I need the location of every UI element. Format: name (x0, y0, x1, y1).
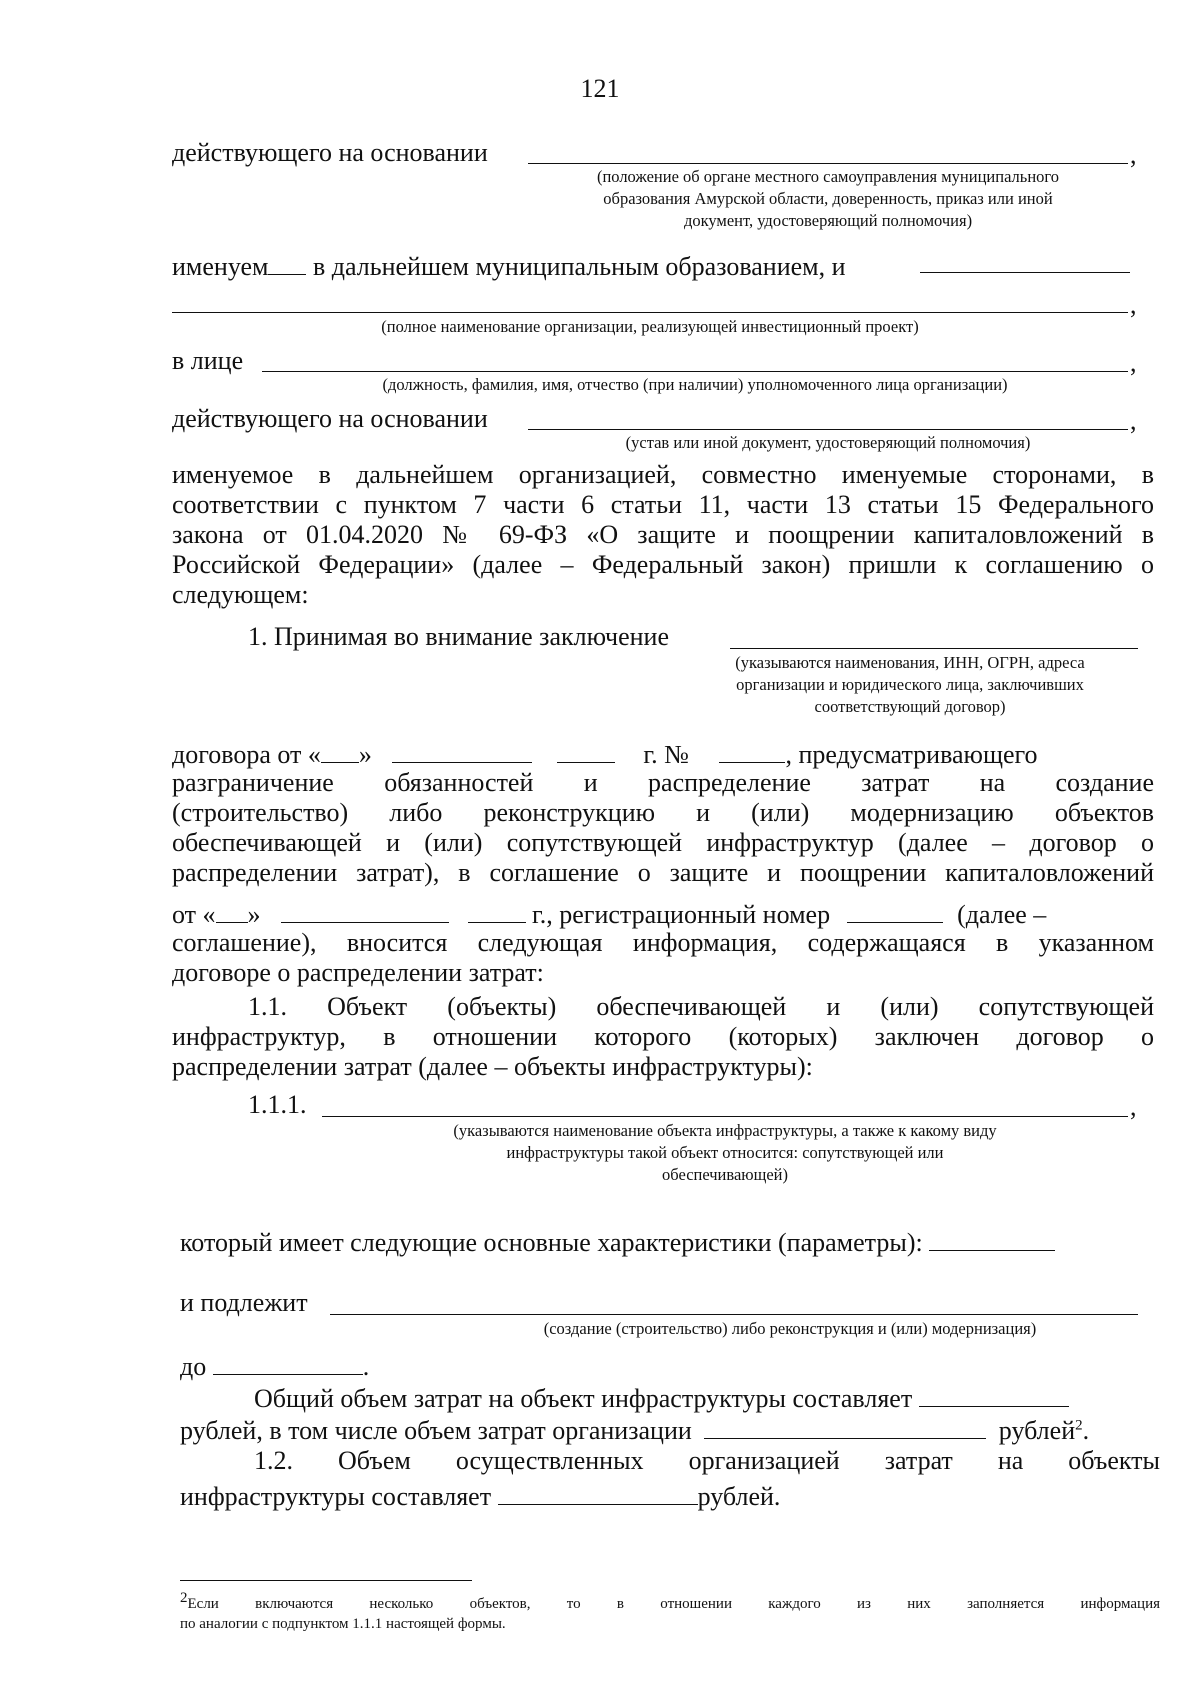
agreement-paragraph: именуемое в дальнейшем организацией, совместно именуемые сторонами, в соответствии с пунктом 7 части 6 статьи 11, части 13 статьи 15 Федерального закона от 01.04.2020 № 69-ФЗ «О защите и поощрении капиталовложений в Российской Федерации» (далее – Федеральный закон) пришли к соглашению о следующем: (172, 460, 1154, 609)
fill-line-representative (262, 371, 1128, 372)
deadline-line: до . (180, 1348, 369, 1382)
comma: , (1130, 290, 1137, 319)
item-1-1-1-label: 1.1.1. (248, 1090, 307, 1119)
comma: , (1130, 1092, 1137, 1121)
agreement-date-line: от « » г., регистрационный номер (далее – (172, 896, 1154, 930)
named-line: именуем в дальнейшем муниципальным образованием, и (172, 248, 846, 282)
total-costs-line: Общий объем затрат на объект инфраструктуры составляет (254, 1380, 1069, 1414)
comma: , (1130, 406, 1137, 435)
basis-label-2: действующего на основании (172, 404, 488, 433)
fill-line-org-name (172, 312, 1128, 313)
represented-by-label: в лице (172, 346, 244, 375)
contract-date-line: договора от « » г. № , предусматривающего (172, 736, 1154, 770)
comma: , (1130, 140, 1137, 169)
item-1-1: 1.1. Объект (объекты) обеспечивающей и (или) сопутствующей инфраструктур, в отношении которого (которых) заключен договор о распределении затрат (далее – объекты инфраструктуры): (172, 992, 1154, 1081)
caption-basis-1: (положение об органе местного самоуправления муниципального образования Амурской области, доверенность, приказ или иной документ, удостоверяющий полномочия) (596, 167, 1060, 230)
page-number: 121 (580, 74, 620, 103)
footnote: $^2$Если включаются несколько объектов, то в отношении каждого из них заполняется информация по аналогии с подпунктом 1.1.1 настоящей формы. (180, 1590, 1160, 1632)
fill-line-basis-2 (528, 429, 1128, 430)
caption-conclusion: (указываются наименования, ИНН, ОГРН, адреса организации и юридического лица, заключивших соответствующий договор) (735, 653, 1085, 716)
fill-line-conclusion (730, 648, 1138, 649)
org-costs-line: рублей, в том числе объем затрат организации рублей$^2$. (180, 1412, 1160, 1446)
info-paragraph: соглашение), вносится следующая информация, содержащаяся в указанном договоре о распределении затрат: (172, 928, 1154, 987)
fill-line-object (322, 1116, 1128, 1117)
caption-basis-2: (устав или иной документ, удостоверяющий полномочия) (625, 433, 1031, 452)
footnote-separator (180, 1580, 472, 1581)
fill-line-work-type (330, 1314, 1138, 1315)
realized-costs-line: инфраструктуры составляет рублей. (180, 1478, 780, 1512)
fill-line-party (920, 272, 1130, 273)
item-1-label: 1. Принимая во внимание заключение (248, 622, 670, 651)
fill-line-basis-1 (528, 163, 1128, 164)
cost-sharing-paragraph: разграничение обязанностей и распределение затрат на создание (строительство) либо реконструкцию и (или) модернизацию объектов обеспечивающей и (или) сопутствующей инфраструктур (далее – договор о распределении затрат), в соглашение о защите и поощрении капиталовложений (172, 768, 1154, 887)
caption-work-type: (создание (строительство) либо реконструкция и (или) модернизация) (543, 1319, 1037, 1338)
basis-label-1: действующего на основании (172, 138, 488, 167)
caption-org-name: (полное наименование организации, реализующей инвестиционный проект) (381, 317, 919, 336)
parameters-line: который имеет следующие основные характеристики (параметры): (180, 1224, 1055, 1258)
comma: , (1130, 348, 1137, 377)
item-1-2: 1.2. Объем осуществленных организацией затрат на объекты (254, 1446, 1160, 1475)
caption-object: (указываются наименование объекта инфраструктуры, а также к какому виду инфраструктуры такой объект относится: сопутствующей или обеспечивающей) (453, 1121, 997, 1184)
caption-representative: (должность, фамилия, имя, отчество (при наличии) уполномоченного лица организации) (382, 375, 1008, 394)
subject-to-label: и подлежит (180, 1288, 308, 1317)
